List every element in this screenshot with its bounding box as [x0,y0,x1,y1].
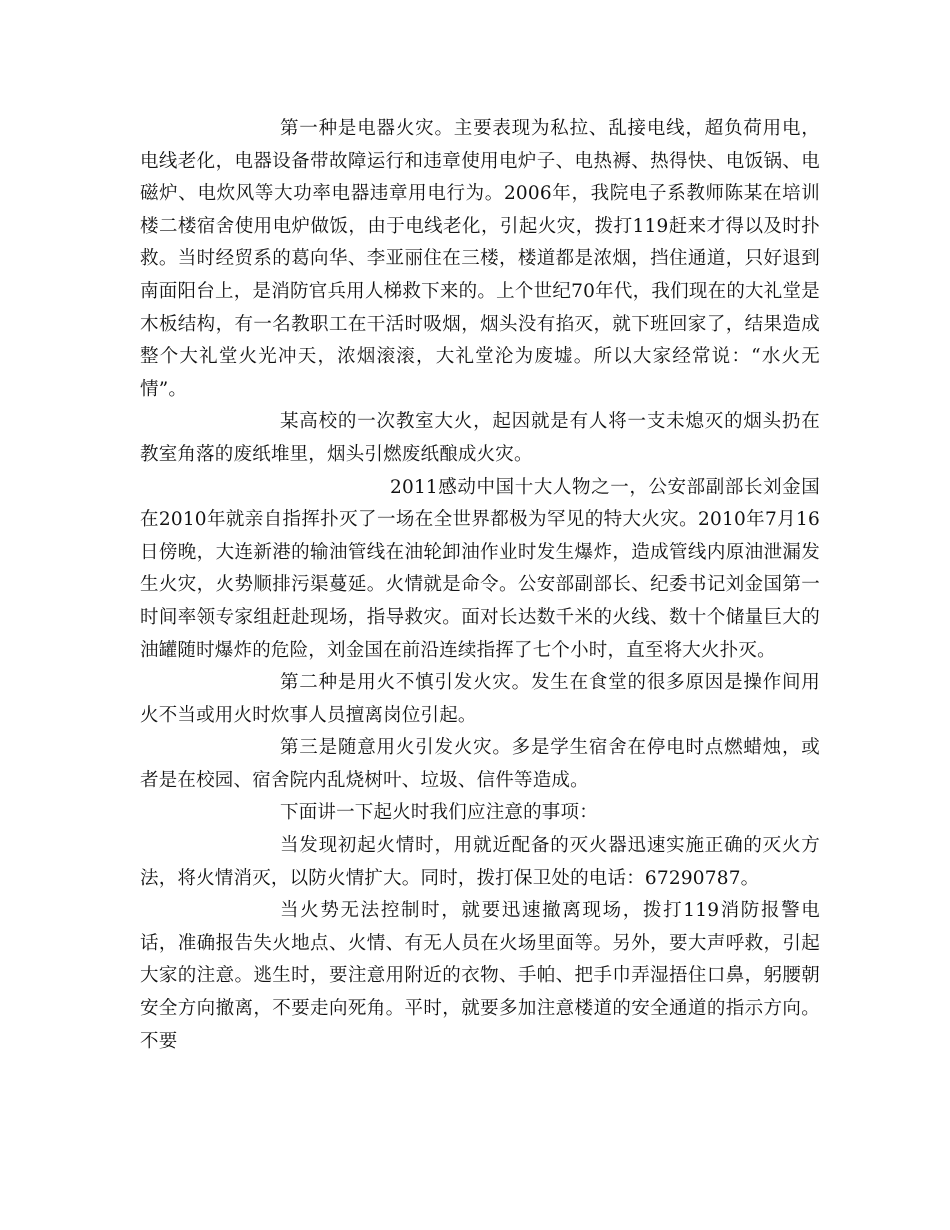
paragraph-liu-jinguo: 2011感动中国十大人物之一，公安部副部长刘金国在2010年就亲自指挥扑灭了一场在全世界都极为罕见的特大火灾。2010年7月16日傍晚，大连新港的输油管线在油轮卸油作业时发生爆炸，造成管线内原油泄漏发生火灾，火势顺排污渠蔓延。火情就是命令。公安部副部长、纪委书记刘金国第一时间率领专家组赶赴现场，指导救灾。面对长达数千米的火线、数十个储量巨大的油罐随时爆炸的危险，刘金国在前沿连续指挥了七个小时，直至将大火扑灭。 [140,476,820,661]
document-body [140,113,820,1058]
paragraph-random-fire: 第三是随意用火引发火灾。多是学生宿舍在停电时点燃蜡烛，或者是在校园、宿舍院内乱烧树叶、垃圾、信件等造成。 [140,737,820,791]
paragraph-careless-fire: 第二种是用火不慎引发火灾。发生在食堂的很多原因是操作间用火不当或用火时炊事人员擅离岗位引起。 [140,672,820,726]
paragraph-precautions-intro: 下面讲一下起火时我们应注意的事项： [280,802,598,824]
paragraph-evacuation: 当火势无法控制时，就要迅速撤离现场，拨打119消防报警电话，准确报告失火地点、火情、有无人员在火场里面等。另外，要大声呼救，引起大家的注意。逃生时，要注意用附近的衣物、手帕、把手巾弄湿捂住口鼻，躬腰朝安全方向撤离，不要走向死角。平时，就要多加注意楼道的安全通道的指示方向。不要 [140,900,820,1052]
paragraph-classroom-fire: 某高校的一次教室大火，起因就是有人将一支未熄灭的烟头扔在教室角落的废纸堆里，烟头引燃废纸酿成火灾。 [140,411,820,465]
paragraph-initial-fire: 当发现初起火情时，用就近配备的灭火器迅速实施正确的灭火方法，将火情消灭，以防火情扩大。同时，拨打保卫处的电话：67290787。 [140,835,820,889]
paragraph-electrical-fire: 第一种是电器火灾。主要表现为私拉、乱接电线，超负荷用电，电线老化，电器设备带故障运行和违章使用电炉子、电热褥、热得快、电饭锅、电磁炉、电炊风等大功率电器违章用电行为。2006年，我院电子系教师陈某在培训楼二楼宿舍使用电炉做饭，由于电线老化，引起火灾，拨打119赶来才得以及时扑救。当时经贸系的葛向华、李亚丽住在三楼，楼道都是浓烟，挡住通道，只好退到南面阳台上，是消防官兵用人梯救下来的。上个世纪70年代，我们现在的大礼堂是木板结构，有一名教职工在干活时吸烟，烟头没有掐灭，就下班回家了，结果造成整个大礼堂火光冲天，浓烟滚滚，大礼堂沦为废墟。所以大家经常说：“水火无情”。 [140,118,820,400]
